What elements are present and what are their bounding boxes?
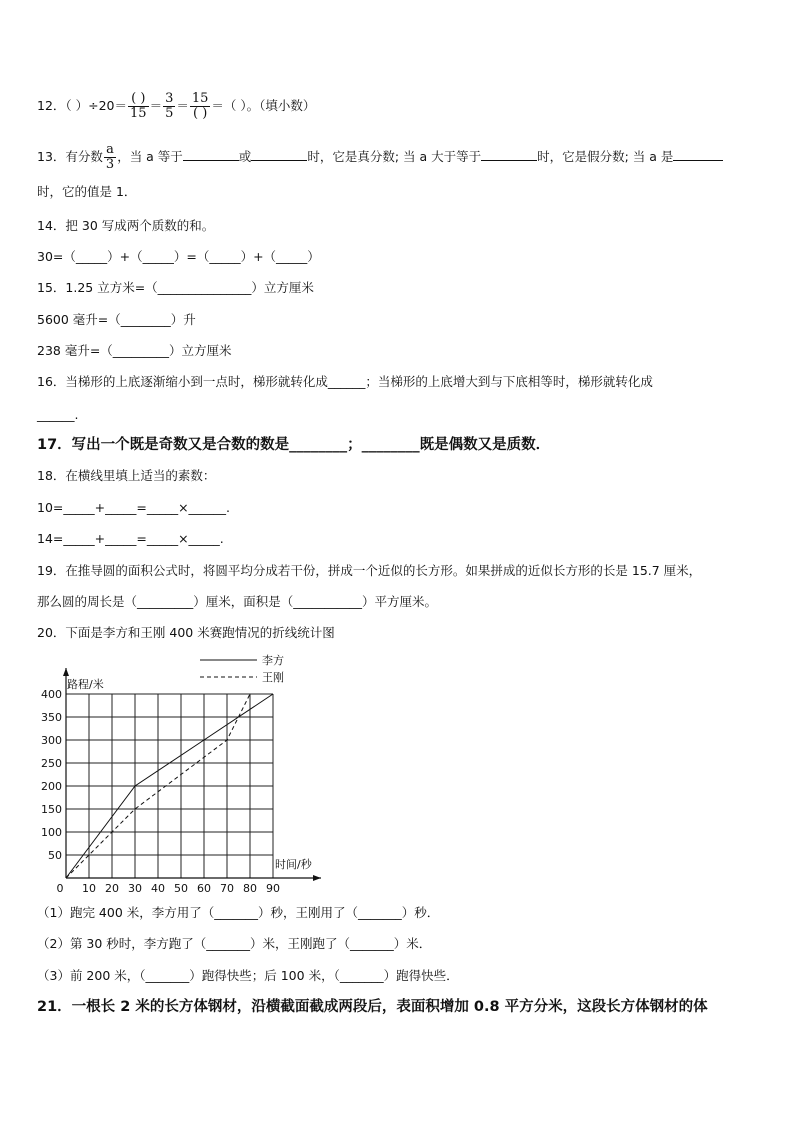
x-tick-40: 40 — [151, 882, 165, 895]
q15-line-1[interactable]: 15．1.25 立方米=（_______________）立方厘米 — [37, 280, 314, 295]
q20-title: 20．下面是李方和王刚 400 米赛跑情况的折线统计图 — [37, 625, 335, 640]
q20-sub-3[interactable]: （3）前 200 米，（_______）跑得快些；后 100 米，（_______）跑得快些． — [37, 968, 459, 983]
x-tick-0: 0 — [56, 882, 64, 895]
q19-line-2[interactable]: 那么圆的周长是（_________）厘米，面积是（___________）平方厘米。 — [37, 594, 438, 609]
q20-sub-1[interactable]: （1）跑完 400 米，李方用了（_______）秒，王刚用了（_______）秒． — [37, 905, 440, 920]
q16-line-1[interactable]: 16．当梯形的上底逐渐缩小到一点时，梯形就转化成______；当梯形的上底增大到与下底相等时，梯形就转化成 — [37, 374, 653, 389]
y-axis-arrow — [63, 668, 69, 676]
q14-title: 14．把 30 写成两个质数的和。 — [37, 218, 215, 233]
x-tick-80: 80 — [243, 882, 257, 895]
q13-numerator: a — [104, 143, 116, 158]
q21-text: 21．一根长 2 米的长方体钢材，沿横截面截成两段后，表面积增加 0.8 平方分米，这段长方体钢材的体 — [37, 999, 708, 1015]
chart-grid — [66, 694, 273, 878]
x-tick-60: 60 — [197, 882, 211, 895]
q13-line-2: 时，它的值是 1． — [37, 184, 137, 199]
q16-line-2[interactable]: ______. — [37, 407, 79, 422]
q13-blank-3[interactable] — [481, 148, 537, 161]
y-tick-300: 300 — [41, 734, 62, 747]
x-axis-arrow — [313, 875, 321, 881]
y-tick-150: 150 — [41, 803, 62, 816]
q13-blank-2[interactable] — [251, 148, 307, 161]
q13-text-3: 时，它是真分数; 当 a 大于等于 — [307, 149, 482, 164]
q13-text-1: ，当 a 等于 — [117, 149, 183, 164]
y-tick-50: 50 — [48, 849, 62, 862]
q12-fraction-2 — [163, 92, 175, 121]
q12-f1-denominator: 15 — [130, 106, 147, 121]
q12-f2-denominator: 5 — [165, 106, 174, 121]
q12-f1-numerator[interactable]: ( ) — [128, 92, 149, 107]
q13-blank-1[interactable] — [183, 148, 239, 161]
q18-line-2[interactable]: 14=_____+_____=_____×_____. — [37, 531, 224, 546]
q12-f3-numerator: 15 — [191, 91, 209, 106]
question-13 — [37, 143, 723, 172]
q12-f2-numerator: 3 — [165, 91, 174, 106]
q12-fraction-3 — [190, 92, 211, 121]
q14-equation[interactable]: 30=（_____）+（_____）=（_____）+（_____） — [37, 249, 320, 264]
q12-equals-2: ＝ — [176, 98, 189, 113]
chart-legend — [200, 653, 284, 684]
y-tick-250: 250 — [41, 757, 62, 770]
y-tick-100: 100 — [41, 826, 62, 839]
q12-f3-denominator[interactable]: ( ) — [193, 106, 208, 121]
x-tick-30: 30 — [128, 882, 142, 895]
q13-blank-4[interactable] — [673, 148, 723, 161]
q15-line-3[interactable]: 238 毫升=（_________）立方厘米 — [37, 343, 232, 358]
q13-text-2: 或 — [238, 149, 252, 164]
q20-sub-2[interactable]: （2）第 30 秒时，李方跑了（_______）米，王刚跑了（_______）米． — [37, 936, 432, 951]
line-chart — [37, 650, 337, 895]
x-axis-label: 时间/秒 — [275, 858, 312, 871]
x-tick-70: 70 — [220, 882, 234, 895]
q13-text-4: 时，它是假分数; 当 a 是 — [537, 149, 674, 164]
q19-line-1: 19．在推导圆的面积公式时，将圆平均分成若干份，拼成一个近似的长方形。如果拼成的近似长方形的长是 15.7 厘米， — [37, 563, 702, 578]
q13-denominator: 3 — [105, 157, 115, 172]
q13-fraction — [104, 143, 116, 172]
q12-suffix: ＝（ ）。（填小数） — [211, 98, 316, 113]
x-tick-20: 20 — [105, 882, 119, 895]
q12-fraction-1 — [128, 92, 149, 121]
x-tick-90: 90 — [266, 882, 280, 895]
y-tick-200: 200 — [41, 780, 62, 793]
q13-prefix: 13．有分数 — [37, 149, 103, 164]
y-tick-400: 400 — [41, 688, 62, 701]
chart-axes — [63, 668, 321, 881]
x-tick-50: 50 — [174, 882, 188, 895]
legend-label-2: 王刚 — [262, 671, 284, 684]
legend-label-1: 李方 — [262, 654, 284, 667]
y-tick-350: 350 — [41, 711, 62, 724]
q18-line-1[interactable]: 10=_____+_____=_____×______. — [37, 500, 231, 515]
y-axis-label: 路程/米 — [67, 678, 104, 691]
q12-prefix: 12．（ ）÷20＝ — [37, 98, 128, 113]
question-12 — [37, 92, 315, 121]
q15-line-2[interactable]: 5600 毫升=（________）升 — [37, 312, 196, 327]
x-tick-10: 10 — [82, 882, 96, 895]
q18-title: 18．在横线里填上适当的素数： — [37, 468, 216, 483]
q17-text[interactable]: 17．写出一个既是奇数又是合数的数是________；________既是偶数又是质数． — [37, 437, 551, 453]
q12-equals-1: ＝ — [149, 98, 163, 113]
